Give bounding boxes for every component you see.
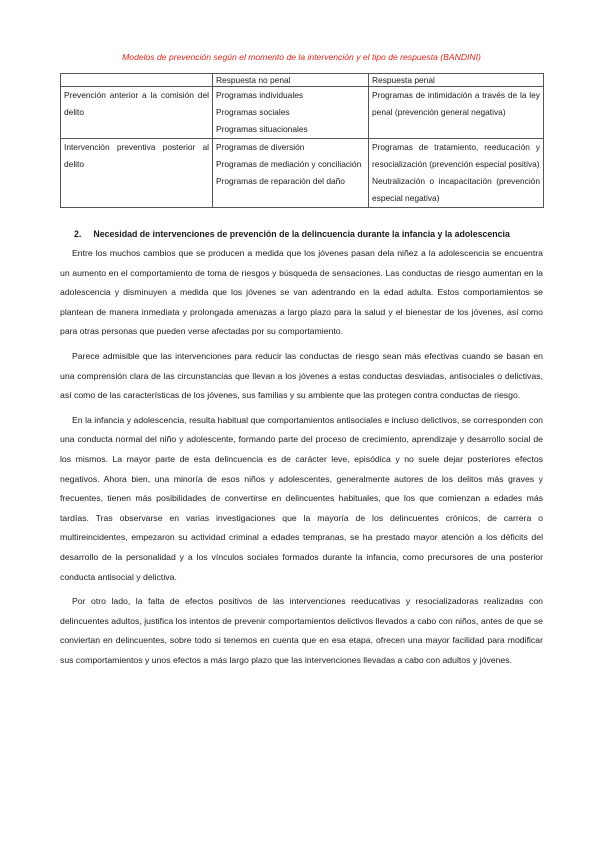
- no-penal-cell: [213, 139, 369, 208]
- prevention-models-table: [60, 73, 544, 208]
- section-heading: [74, 227, 543, 241]
- table-header-cell: Respuesta no penal: [213, 74, 369, 87]
- cell-item: Programas de tratamiento, reeducación y resocialización (prevención especial positiva): [372, 142, 540, 169]
- body-paragraph: Parece admisible que las intervenciones para reducir las conductas de riesgo sean más efectivas cuando se basan en una comprensión clara de las circunstancias que llevan a los jóvenes a estas conductas desviadas, antisociales o delictivas, así como de las características de los jóvenes, sus familias y su ambiente que las protegen contra conductas de riesgo.: [60, 350, 543, 401]
- penal-cell: [369, 87, 544, 139]
- cell-item: Programas individuales: [216, 90, 304, 100]
- cell-item: Neutralización o incapacitación (prevención especial negativa): [372, 176, 540, 203]
- no-penal-cell: [213, 87, 369, 139]
- cell-item: Programas sociales: [216, 107, 290, 117]
- table-header-cell: Respuesta penal: [369, 74, 544, 87]
- body-paragraph: En la infancia y adolescencia, resulta habitual que comportamientos antisociales e incluso delictivos, se corresponden con una conducta normal del niño y adolescente, formando parte del proceso de crecimiento, aprendizaje y desarrollo social de los mismos. La mayor parte de esta delincuencia es de carácter leve, episódica y no suele dejar posteriores efectos negativos. Ahora bien, una minoría de esos niños y adolescentes, generalmente autores de los delitos más graves y frecuentes, tienen más posibilidades de convertirse en delincuentes habituales, que los que comienzan a edades más tardías. Tras observarse en varias investigaciones que la mayoría de los delincuentes crónicos, de carrera o multireincidentes, empezaron su actividad criminal a edades tempranas, se ha prestado mayor atención a los déficits del desarrollo de la personalidad y a los vínculos sociales formados durante la infancia, como precursores de una posterior conducta antisocial y delictiva.: [60, 414, 543, 582]
- cell-item: Programas de reparación del daño: [216, 176, 345, 186]
- row-label-cell: Prevención anterior a la comisión del delito: [61, 87, 213, 139]
- section-title: Necesidad de intervenciones de prevención de la delincuencia durante la infancia y la adolescencia: [93, 229, 510, 239]
- cell-item: Programas de intimidación a través de la ley penal (prevención general negativa): [372, 90, 540, 117]
- table-caption: Modelos de prevención según el momento de la intervención y el tipo de respuesta (BANDINI): [122, 52, 481, 62]
- table-row: [61, 139, 544, 208]
- table-row: [61, 87, 544, 139]
- section-number: 2.: [74, 229, 82, 239]
- document-page: [60, 52, 543, 675]
- body-paragraph: Entre los muchos cambios que se producen a medida que los jóvenes pasan dela niñez a la adolescencia se encuentra un aumento en el comportamiento de toma de riesgos y búsqueda de sensaciones. Las conductas de riesgo aumentan en la adolescencia y disminuyen a medida que los jóvenes se van adentrando en la edad adulta. Estos comportamientos se plantean de manera inmediata y prolongada amenazas a largo plazo para la salud y el bienestar de los jóvenes, así como para otras personas que pueden verse afectadas por su comportamiento.: [60, 248, 543, 337]
- table-header-row: [61, 74, 544, 87]
- table-header-cell: [61, 74, 213, 87]
- row-label-cell: Intervención preventiva posterior al delito: [61, 139, 213, 208]
- cell-item: Programas de diversión: [216, 142, 305, 152]
- penal-cell: [369, 139, 544, 208]
- cell-item: Programas situacionales: [216, 124, 308, 134]
- cell-item: Programas de mediación y conciliación: [216, 159, 362, 169]
- body-paragraph: Por otro lado, la falta de efectos positivos de las intervenciones reeducativas y resocializadoras realizadas con delincuentes adultos, justifica los intentos de prevenir comportamientos delictivos llevados a cabo con niños, antes de que se conviertan en delincuentes, sobre todo si tenemos en cuenta que en esa etapa, ofrecen una mayor facilidad para modificar sus comportamientos y unos efectos a más largo plazo que las intervenciones llevadas a cabo con adultos y jóvenes.: [60, 596, 543, 665]
